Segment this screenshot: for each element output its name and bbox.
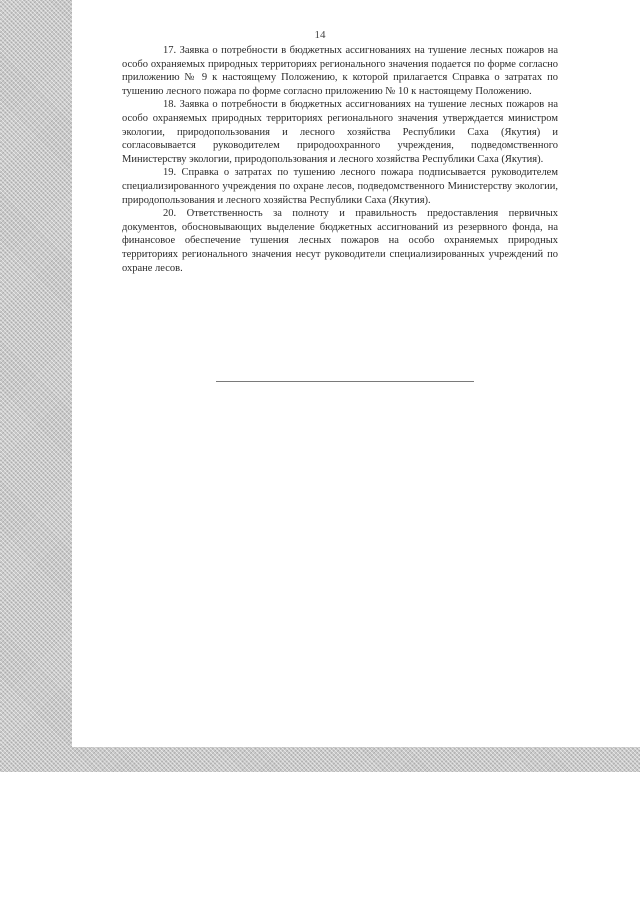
paragraph-20: 20. Ответственность за полноту и правильность предоставления первичных документов, обосновывающих выделение бюджетных ассигнований из резервного фонда, на финансовое обеспечение тушения лесных пожаров на особо охраняемых природных территориях регионального значения несут руководители специализированных учреждений по охране лесов.	[122, 208, 558, 274]
scan-edge-left	[0, 0, 72, 772]
scan-edge-bottom	[0, 747, 640, 772]
document-body	[122, 44, 558, 275]
paragraph-19: 19. Справка о затратах по тушению лесного пожара подписывается руководителем специализированного учреждения по охране лесов, подведомственного Министерству экологии, природопользования и лесного хозяйства Республики Саха (Якутия).	[122, 167, 558, 206]
paragraph-17: 17. Заявка о потребности в бюджетных ассигнованиях на тушение лесных пожаров на особо охраняемых природных территориях регионального значения подается по форме согласно приложению № 9 к настоящему Положению, к которой прилагается Справка о затратах по тушению лесного пожара по форме согласно приложению № 10 к настоящему Положению.	[122, 45, 558, 97]
end-divider	[216, 381, 474, 382]
paragraph-18: 18. Заявка о потребности в бюджетных ассигнованиях на тушение лесных пожаров на особо охраняемых природных территориях регионального значения утверждается министром экологии, природопользования и лесного хозяйства Республики Саха (Якутия) и согласовывается руководителем природоохранного учреждения, подведомственного Министерству экологии, природопользования и лесного хозяйства Республики Саха (Якутия).	[122, 99, 558, 165]
page-number: 14	[314, 29, 326, 41]
